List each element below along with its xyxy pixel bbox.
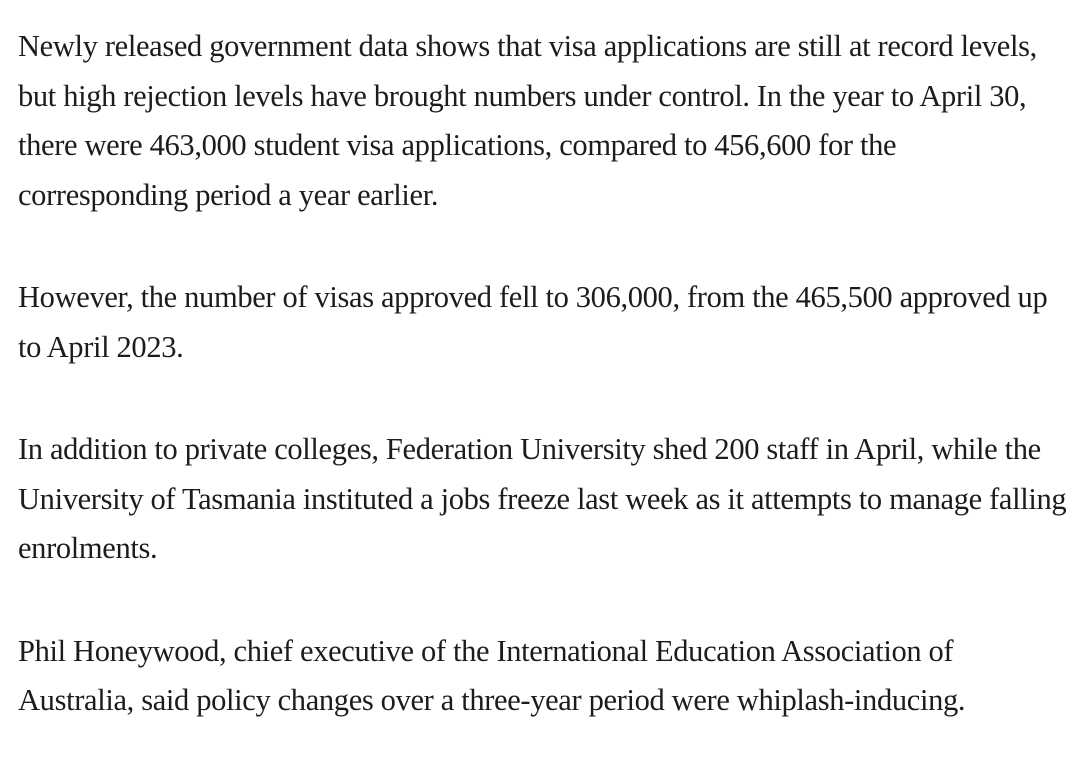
article-paragraph: However, the number of visas approved fell to 306,000, from the 465,500 approved up to April 2023. — [18, 280, 1048, 364]
article-paragraph: Phil Honeywood, chief executive of the International Education Association of Australia, said policy changes over a three-year period were whiplash-inducing. — [18, 633, 966, 717]
article-paragraph: In addition to private colleges, Federation University shed 200 staff in April, while the University of Tasmania instituted a jobs freeze last week as it attempts to manage falling enrolments. — [18, 432, 1067, 565]
article-body — [18, 22, 1068, 726]
article-paragraph: Newly released government data shows that visa applications are still at record levels, but high rejection levels have brought numbers under control. In the year to April 30, there were 463,000 student visa applications, compared to 456,600 for the corresponding period a year earlier. — [18, 29, 1037, 212]
